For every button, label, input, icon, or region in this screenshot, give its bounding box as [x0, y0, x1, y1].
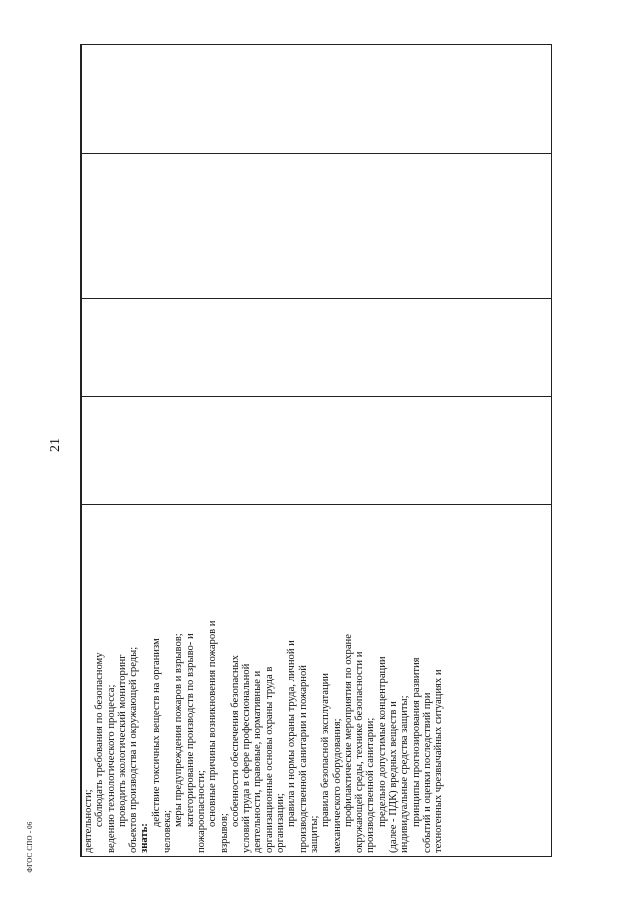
text-line: проводить экологический мониторинг: [116, 654, 128, 827]
text-line: предельно допустимые концентрации: [376, 656, 388, 827]
text-line: категорирование производств по взрыво- и: [184, 633, 196, 827]
text-line: правила безопасной эксплуатации: [320, 673, 332, 827]
text-line: принципы прогнозирования развития: [410, 657, 422, 827]
text-line: ведению технологического процесса;: [105, 684, 117, 853]
text-line: организационные основы охраны труда в: [263, 666, 275, 853]
text-line: техногенных чрезвычайных ситуациях и: [433, 669, 445, 853]
text-line: защиты;: [308, 815, 320, 853]
text-line: деятельности, правовые, нормативные и: [252, 670, 264, 853]
text-line: особенности обеспечения безопасных: [229, 655, 241, 827]
text-line: индивидуальные средства защиты;: [399, 695, 411, 853]
text-line: производственной санитарии;: [365, 717, 377, 853]
table-row-divider-1: [81, 153, 551, 154]
text-line: событий и оценки последствий при: [421, 692, 433, 853]
text-line: механического оборудования;: [331, 718, 343, 853]
text-line: действие токсичных веществ на организм: [150, 638, 162, 827]
text-line: объектов производства и окружающей среды;: [128, 646, 140, 853]
table-row-divider-2: [81, 298, 551, 299]
text-line: условий труда в сфере профессиональной: [241, 663, 253, 853]
text-line: знать:: [139, 823, 151, 853]
table-border-left: [81, 45, 82, 856]
text-line: профилактические мероприятия по охране: [342, 634, 354, 827]
text-line: окружающей среды, технике безопасности и: [354, 651, 366, 853]
text-line: организации;: [275, 793, 287, 853]
page-number: 21: [48, 438, 63, 452]
text-line: меры предупреждения пожаров и взрывов;: [173, 633, 185, 827]
text-line: человека;: [162, 810, 174, 853]
text-line: пожароопасности;: [195, 770, 207, 853]
footer-code: ФГОС СПО - 06: [26, 821, 34, 873]
text-line: основные причины возникновения пожаров и: [207, 620, 219, 827]
text-line: производственной санитарии и пожарной: [297, 665, 309, 853]
text-line: деятельности;: [83, 789, 94, 853]
competency-cell: [83, 505, 463, 853]
text-line: взрывов;: [218, 813, 230, 853]
competency-text: [83, 505, 463, 853]
text-line: правила и нормы охраны труда, личной и: [286, 640, 298, 827]
table-row-divider-3: [81, 396, 551, 397]
text-line: соблюдать требования по безопасному: [94, 652, 106, 827]
text-line: (далее - ПДК) вредных веществ и: [388, 701, 400, 853]
